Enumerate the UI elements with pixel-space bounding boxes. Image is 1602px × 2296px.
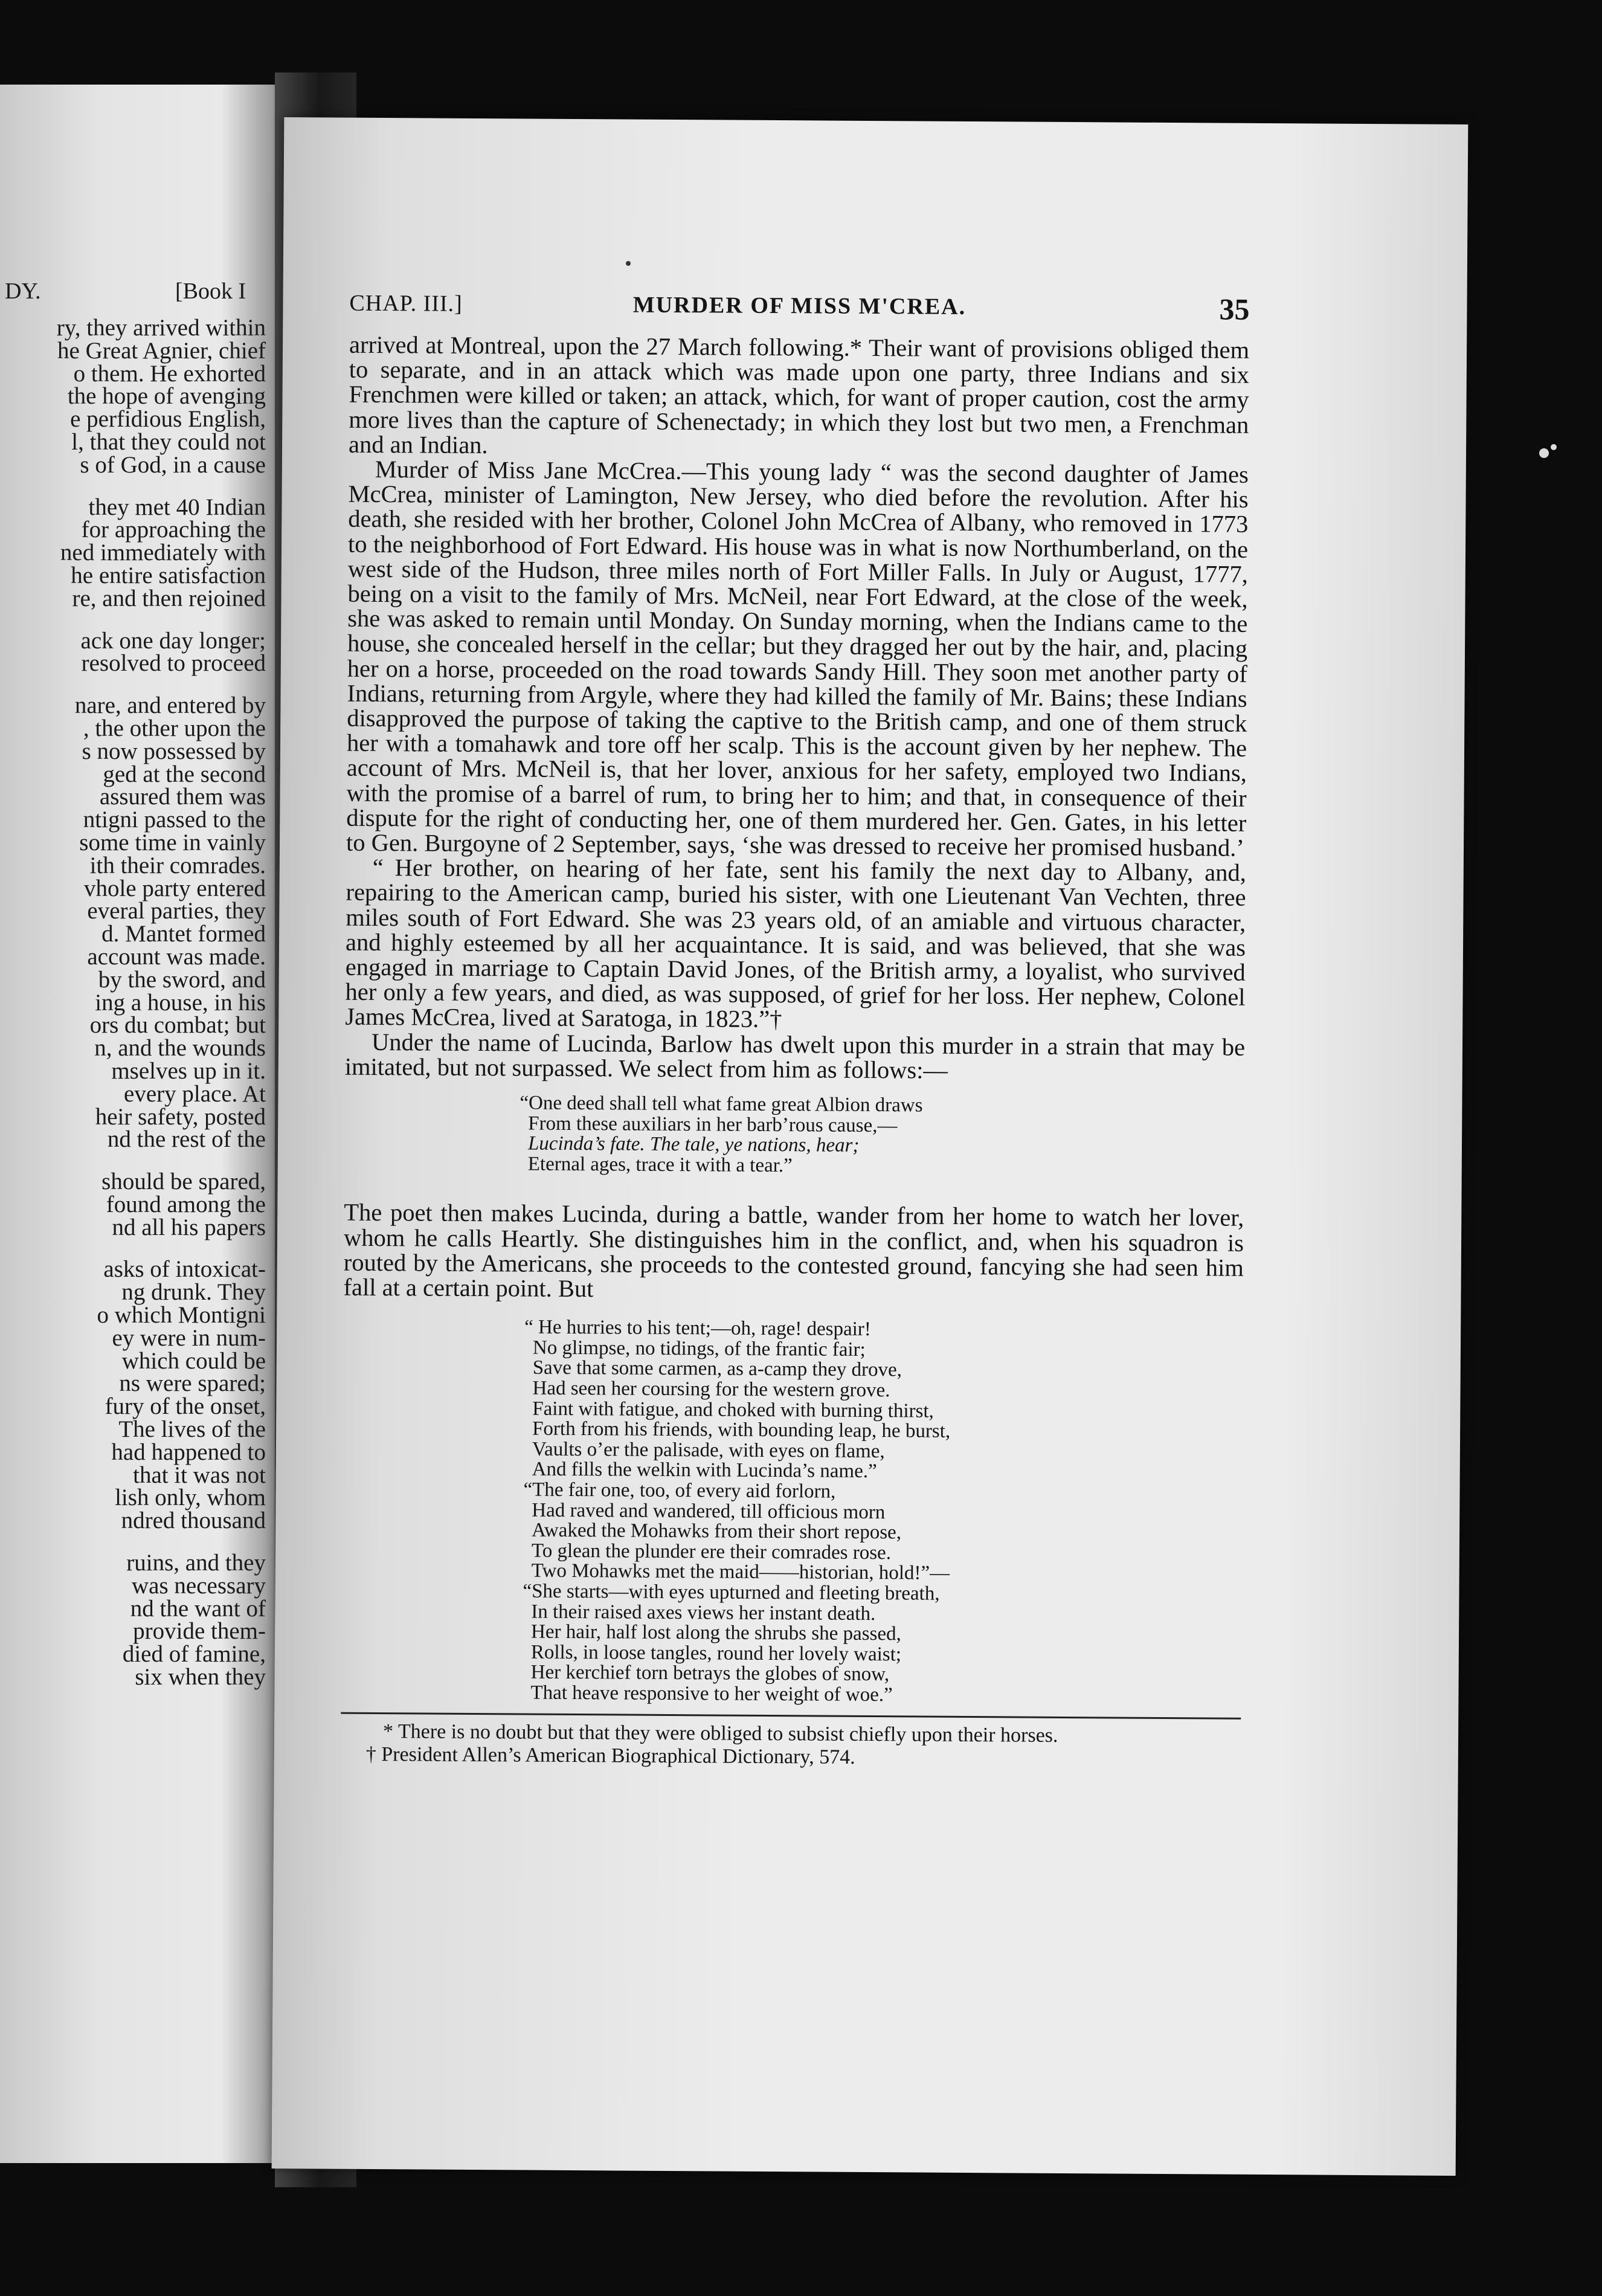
verse-line: Lucinda’s fate. The tale, ye nations, hear; <box>527 1132 860 1157</box>
left-page-lines <box>0 317 266 1689</box>
verse-line: From these auxiliars in her barb’rous cause,— <box>528 1112 898 1137</box>
left-page-line: should be spared, <box>101 1169 266 1195</box>
verse-line: Forth from his friends, with bounding leap, he burst, <box>532 1417 951 1443</box>
verse-line: And fills the welkin with Lucinda’s name.” <box>532 1459 877 1483</box>
paragraph: “ Her brother, on hearing of her fate, sent his family the next day to Albany, and, repairing to the American camp, buried his sister, with one Lieutenant Van Vechten, three miles south of Fort Edward. She was 23 years old, of an amiable and virtuous character, and highly esteemed by all her acquaintance. It is said, and was believed, that she was engaged in marriage to Captain David Jones, of the British army, a loyalist, who survived her only a few years, and died, as was supposed, of grief for her loss. Her nephew, Colonel James McCrea, lived at Saratoga, in 1823.”† <box>345 854 1246 1033</box>
paragraph: Murder of Miss Jane McCrea.—This young lady “ was the second daughter of James McCrea, minister of Lamington, New Jersey, who died before the revolution. After his death, she resided with her brother, Colonel John McCrea of Albany, who removed in 1773 to the neighborhood of Fort Edward. His house was in what is now Northumberland, on the west side of the Hudson, three miles north of Fort Miller Falls. In July or August, 1777, being on a visit to the family of Mrs. McNeil, near Fort Edward, at the close of the week, she was asked to remain until Monday. On Sunday morning, when the Indians came to the house, she concealed herself in the cellar; but they dragged her out by the hair, and, placing her on a horse, proceeded on the road towards Sandy Hill. They soon met another party of Indians, returning from Argyle, where they had killed the family of Mr. Bains; these Indians disapproved the purpose of taking the captive to the British camp, and one of them struck her with a tomahawk and tore off her scalp. This is the account given by her nephew. The account of Mrs. McNeil is, that her lover, anxious for her safety, employed two Indians, with the promise of a barrel of rum, to bring her to him; and that, in consequence of their dispute for the right of conducting her, one of them murdered her. Gen. Gates, in his letter to Gen. Burgoyne of 2 September, says, ‘she was dressed to receive her promised husband.’ <box>346 455 1249 862</box>
left-page-gap <box>0 610 266 630</box>
left-page-gap <box>0 1151 266 1170</box>
verse-line: Awaked the Mohawks from their short repose, <box>531 1519 902 1544</box>
scan-speck <box>626 261 631 266</box>
page-number: 35 <box>1219 292 1250 326</box>
verse-line: “ He hurries to his tent;—oh, rage! despair! <box>524 1316 871 1341</box>
left-page-line: provide them- <box>133 1618 266 1645</box>
left-page-line: nd the rest of the <box>107 1126 266 1153</box>
verse-line: That heave responsive to her weight of woe.” <box>530 1682 893 1706</box>
running-title: MURDER OF MISS M'CREA. <box>632 292 967 320</box>
verse-line: Faint with fatigue, and choked with burning thirst, <box>532 1398 934 1422</box>
left-header-right: [Book I <box>175 279 246 304</box>
paragraph: Under the name of Lucinda, Barlow has dwelt upon this murder in a strain that may be imitated, but not surpassed. We select from him as follows:— <box>344 1028 1246 1084</box>
left-page-line: six when they <box>135 1664 266 1691</box>
verse-line: In their raised axes views her instant death. <box>531 1601 876 1625</box>
left-page-line: asks of intoxicat- <box>103 1256 266 1283</box>
chapter-label: CHAP. III.] <box>349 290 463 317</box>
verse-line: Two Mohawks met the maid——historian, hold!”— <box>531 1559 950 1585</box>
left-page-line: ns were spared; <box>119 1370 266 1397</box>
left-page-line: n, and the wounds <box>94 1035 266 1062</box>
verse-line: Had raved and wandered, till officious morn <box>532 1499 886 1523</box>
left-header-left: DY. <box>5 279 41 304</box>
running-head <box>349 290 1249 338</box>
footnote-rule <box>341 1712 1241 1719</box>
verse-line: Vaults o’er the palisade, with eyes on flame, <box>532 1438 885 1463</box>
left-page-line: ndred thousand <box>121 1508 266 1534</box>
left-page-gap <box>0 1239 266 1258</box>
left-page-line: for approaching the <box>81 517 266 543</box>
left-page-line: ack one day longer; <box>80 627 266 654</box>
left-page-line: nd all his papers <box>112 1214 266 1240</box>
left-page-gap <box>0 477 266 496</box>
left-page-line: ing a house, in his <box>95 989 266 1016</box>
left-page-line: s of God, in a cause <box>80 451 266 478</box>
left-page-text <box>0 278 266 1689</box>
left-page-line: ors du combat; but <box>89 1012 266 1039</box>
left-page-line: ned immediately with <box>60 540 266 566</box>
left-page-line: every place. At <box>124 1080 266 1107</box>
verse-line: Had seen her coursing for the western grove. <box>532 1377 890 1402</box>
left-page-line: resolved to proceed <box>81 650 266 677</box>
left-page-line: l, that they could not <box>71 428 266 455</box>
left-page-line: ruins, and they <box>126 1550 266 1576</box>
footnote: * There is no doubt but that they were obliged to subsist chiefly upon their horses. <box>382 1720 1058 1747</box>
left-page-line: that it was not <box>133 1462 266 1488</box>
left-page-line: ntigni passed to the <box>83 807 266 833</box>
verse-line: Eternal ages, trace it with a tear.” <box>527 1153 793 1177</box>
verse-line: Rolls, in loose tangles, round her lovely waist; <box>530 1641 902 1666</box>
left-page-line: e perfidious English, <box>70 406 266 433</box>
footnote: † President Allen’s American Biographical Dictionary, 574. <box>365 1743 855 1769</box>
left-page-line: The lives of the <box>118 1416 266 1443</box>
left-page-line: ged at the second <box>103 761 266 787</box>
scan-speck <box>1551 444 1557 450</box>
scan-speck <box>1539 448 1549 458</box>
left-page-line: which could be <box>121 1347 266 1374</box>
verse-line: “She starts—with eyes upturned and fleeting breath, <box>523 1580 940 1605</box>
left-page-line: re, and then rejoined <box>72 585 266 611</box>
left-page-line: ry, they arrived within <box>56 315 266 341</box>
left-page-gap <box>0 1532 266 1552</box>
left-page-line: by the sword, and <box>98 966 266 993</box>
left-page-line: the hope of avenging <box>67 383 266 410</box>
paragraph: The poet then makes Lucinda, during a battle, wander from her home to watch her lover, whom he calls Heartly. She distinguishes him in the conflict, and, when his squadron is routed by the Americans, she proceeds to the contested ground, fancying she had seen him fall at a certain point. But <box>343 1199 1244 1303</box>
left-page-line: some time in vainly <box>79 829 266 856</box>
left-page-line: lish only, whom <box>115 1485 266 1511</box>
left-page-line: fury of the onset, <box>105 1393 266 1420</box>
verse-line: Her hair, half lost along the shrubs she passed, <box>530 1620 901 1645</box>
left-page-line: o them. He exhorted <box>73 360 266 387</box>
left-page-line: ith their comrades. <box>89 852 266 879</box>
page-text-block <box>341 290 1250 1772</box>
left-page-line: account was made. <box>87 943 266 970</box>
left-page-line: ng drunk. They <box>121 1279 266 1306</box>
verse-line: To glean the plunder ere their comrades rose. <box>531 1540 892 1564</box>
left-facing-page <box>0 85 284 2163</box>
verse-line: “One deed shall tell what fame great Albion draws <box>520 1092 923 1117</box>
verse-quotation <box>341 1317 1243 1707</box>
left-page-line: d. Mantet formed <box>101 921 266 947</box>
left-page-line: nare, and entered by <box>74 692 266 719</box>
left-page-line: had happened to <box>111 1439 266 1465</box>
verse-line: No glimpse, no tidings, of the frantic fair; <box>532 1337 866 1361</box>
left-page-gap <box>0 675 266 694</box>
left-page-line: everal parties, they <box>87 898 266 924</box>
left-page-line: he entire satisfaction <box>71 562 266 589</box>
left-page-line: died of famine, <box>122 1641 266 1668</box>
left-page-line: they met 40 Indian <box>88 494 266 520</box>
left-page-line: he Great Agnier, chief <box>57 337 266 364</box>
left-page-line: , the other upon the <box>83 715 266 741</box>
left-running-head <box>0 278 266 317</box>
left-page-line: found among the <box>106 1191 266 1217</box>
left-page-line: heir safety, posted <box>95 1103 266 1130</box>
left-page-line: o which Montigni <box>97 1302 266 1329</box>
verse-line: “The fair one, too, of every aid forlorn, <box>523 1479 836 1503</box>
left-page-line: vhole party entered <box>83 875 266 901</box>
left-page-line: was necessary <box>132 1572 266 1599</box>
right-page <box>272 117 1468 2176</box>
left-page-line: ey were in num- <box>112 1324 266 1351</box>
left-page-line: s now possessed by <box>82 738 266 764</box>
paragraph: arrived at Montreal, upon the 27 March following.* Their want of provisions obliged them to separate, and in an attack which was made upon one party, three Indians and six Frenchmen were killed or taken; an attack, which, for want of proper caution, cost the army more lives than the capture of Schenectady; in which they lost but two men, a Frenchman and an Indian. <box>348 331 1250 459</box>
left-page-line: assured them was <box>99 784 266 810</box>
verse-line: Her kerchief torn betrays the globes of snow, <box>530 1661 890 1686</box>
left-page-line: mselves up in it. <box>111 1057 266 1084</box>
verse-line: Save that some carmen, as a-camp they drove, <box>532 1357 902 1381</box>
verse-quotation <box>344 1092 1245 1179</box>
left-page-line: nd the want of <box>130 1595 266 1622</box>
